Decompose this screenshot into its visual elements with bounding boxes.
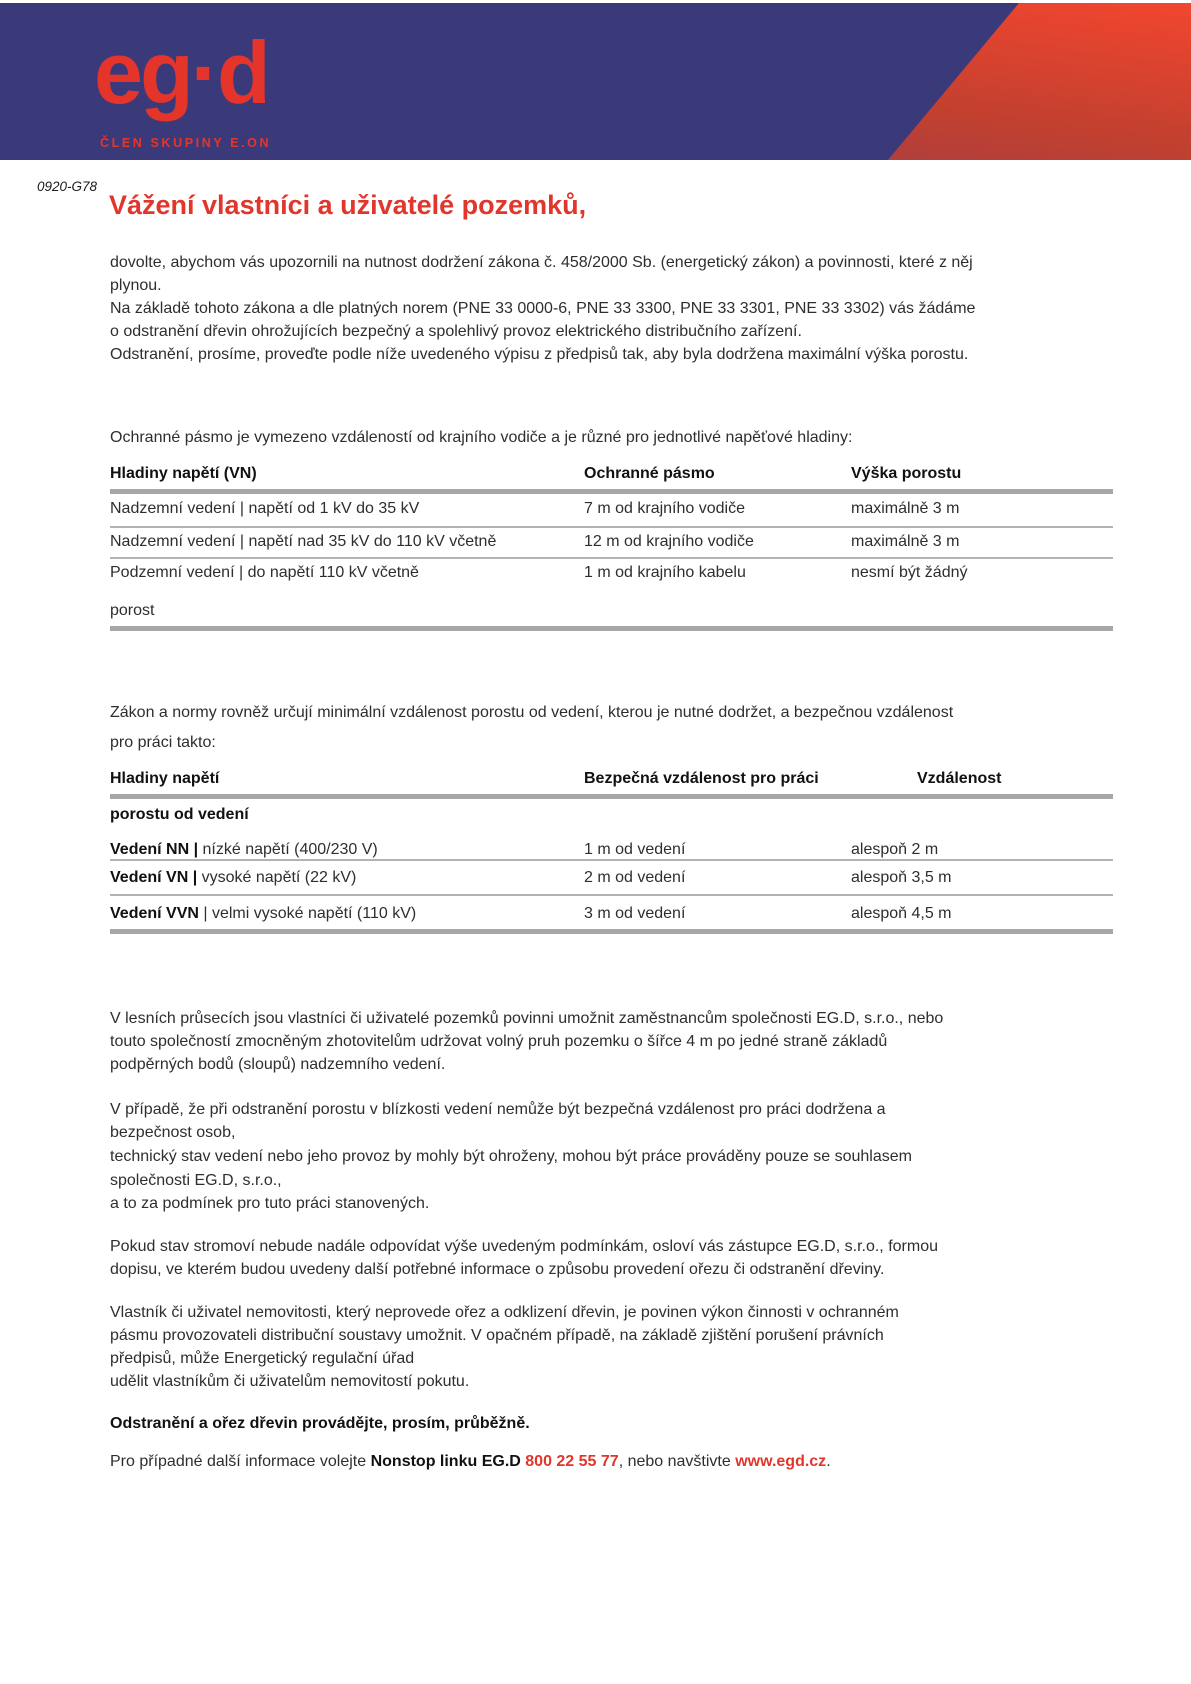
table1-row2-col1: Nadzemní vedení | napětí nad 35 kV do 110 kV včetně [110,533,497,550]
paragraph-line: V lesních průsecích jsou vlastníci či uživatelé pozemků povinni umožnit zaměstnancům společnosti EG.D, s.r.o., nebo [110,1010,944,1027]
contact-prefix: Pro případné další informace volejte [110,1453,371,1470]
logo-tagline: ČLEN SKUPINY E.ON [100,136,272,150]
table1-header-col2: Ochranné pásmo [584,465,715,482]
table1-row2-col2: 12 m od krajního vodiče [584,533,754,550]
table1-row3-col3: nesmí být žádný [851,564,968,581]
table1-row [110,533,1113,553]
table1-row3-col2: 1 m od krajního kabelu [584,564,746,581]
header-band [0,3,1191,160]
table1-row-separator [110,557,1113,559]
paragraph-line: V případě, že při odstranění porostu v blízkosti vedení nemůže být bezpečná vzdálenost pro práci dodržena a [110,1101,886,1118]
contact-suffix: . [826,1453,831,1470]
paragraph-line: předpisů, může Energetický regulační úřad [110,1350,415,1367]
table2-row2-col2: 2 m od vedení [584,869,686,886]
table1-bottom-rule [110,626,1113,631]
contact-middle: , nebo navštivte [618,1453,736,1470]
table2-row3-col2: 3 m od vedení [584,905,686,922]
table2-bottom-rule [110,929,1113,934]
paragraph-line: udělit vlastníkům či uživatelům nemovitostí pokutu. [110,1373,470,1390]
intro-line: plynou. [110,277,162,294]
closing-bold-line: Odstranění a ořez dřevin provádějte, prosím, průběžně. [110,1415,530,1432]
form-code: 0920-G78 [37,179,98,194]
table2-row2-desc: vysoké napětí (22 kV) [201,869,357,886]
paragraph-line: touto společností zmocněným zhotovitelům udržovat volný pruh pozemku o šířce 4 m po jedné straně základů [110,1033,888,1050]
table2-row3-label: Vedení VVN [110,905,199,922]
table2-row-separator [110,859,1113,861]
paragraph-line: bezpečnost osob, [110,1124,236,1141]
table1-row [110,500,1113,520]
table2-row [110,869,1113,889]
page-title: Vážení vlastníci a uživatelé pozemků, [109,190,587,220]
table1-row [110,564,1113,584]
table1-header-col3: Výška porostu [851,465,962,482]
table2-header-col2: Bezpečná vzdálenost pro práci [584,770,819,787]
table2-row1-col3: alespoň 2 m [851,841,939,858]
table2-row2-col3: alespoň 3,5 m [851,869,952,886]
table1-row2-col3: maximálně 3 m [851,533,960,550]
table2-header-col3: Vzdálenost [917,770,1002,787]
table1-header-col1: Hladiny napětí (VN) [110,465,257,482]
table2-header-rule [110,794,1113,799]
table1-row1-col3: maximálně 3 m [851,500,960,517]
intro-line: Na základě tohoto zákona a dle platných norem (PNE 33 0000-6, PNE 33 3300, PNE 33 3301, PNE 33 3302) vás žádáme [110,300,976,317]
paragraph-line: Vlastník či uživatel nemovitosti, který neprovede ořez a odklizení dřevin, je povinen výkon činnosti v ochranném [110,1304,899,1321]
intro-line: o odstranění dřevin ohrožujících bezpečný a spolehlivý provoz elektrického distribučního zařízení. [110,323,802,340]
paragraph-line: podpěrných bodů (sloupů) nadzemního vedení. [110,1056,446,1073]
table2-row1-label: Vedení NN | [110,841,199,858]
table2-row1-desc: nízké napětí (400/230 V) [202,841,378,858]
intro-line: dovolte, abychom vás upozornili na nutnost dodržení zákona č. 458/2000 Sb. (energetický zákon) a povinnosti, které z něj [110,254,973,271]
table2-row3-col1 [110,905,416,923]
table1-row3-col1: Podzemní vedení | do napětí 110 kV včetně [110,564,419,581]
table2-row2-col1 [110,869,356,887]
paragraph-line: společnosti EG.D, s.r.o., [110,1172,282,1189]
table1-row3-overflow: porost [110,602,155,619]
table2-header-overflow: porostu od vedení [110,806,249,823]
contact-line [110,1452,831,1471]
paragraph-line: Pokud stav stromoví nebude nadále odpovídat výše uvedeným podmínkám, osloví vás zástupce EG.D, s.r.o., formou [110,1238,938,1255]
table2-row1-col1 [110,841,378,859]
table2-row2-label: Vedení VN | [110,869,198,886]
table2-header-col1: Hladiny napětí [110,770,220,787]
phone-number-link[interactable]: 800 22 55 77 [525,1453,619,1470]
table2-header-row [110,770,1113,790]
table2-row [110,841,1113,861]
table2-row-separator [110,894,1113,896]
section2-lead-line: Zákon a normy rovněž určují minimální vzdálenost porostu od vedení, kterou je nutné dodržet, a bezpečnou vzdálenost [110,704,954,721]
table2-row1-col2: 1 m od vedení [584,841,686,858]
table1-row1-col1: Nadzemní vedení | napětí od 1 kV do 35 kV [110,500,420,517]
section1-lead: Ochranné pásmo je vymezeno vzdáleností od krajního vodiče a je různé pro jednotlivé napěťové hladiny: [110,429,853,446]
paragraph-line: pásmu provozovateli distribuční soustavy umožnit. V opačném případě, na základě zjištění porušení právních [110,1327,884,1344]
website-link[interactable]: www.egd.cz [735,1453,827,1470]
table2-row3-desc: | velmi vysoké napětí (110 kV) [203,905,417,922]
table1-row-separator [110,526,1113,528]
egd-logo: eg·d [94,23,268,122]
paragraph-line: dopisu, ve kterém budou uvedeny další potřebné informace o způsobu provedení ořezu či odstranění dřeviny. [110,1261,885,1278]
section2-lead-line: pro práci takto: [110,734,216,751]
table2-row [110,905,1113,925]
paragraph-line: technický stav vedení nebo jeho provoz by mohly být ohroženy, mohou být práce prováděny pouze se souhlasem [110,1148,912,1165]
intro-line: Odstranění, prosíme, proveďte podle níže uvedeného výpisu z předpisů tak, aby byla dodržena maximální výška porostu. [110,346,969,363]
table1-header-rule [110,489,1113,494]
table1-header-row [110,465,1113,485]
nonstop-line-label: Nonstop linku EG.D [370,1453,526,1470]
paragraph-line: a to za podmínek pro tuto práci stanovených. [110,1195,430,1212]
table1-row1-col2: 7 m od krajního vodiče [584,500,745,517]
table2-row3-col3: alespoň 4,5 m [851,905,952,922]
